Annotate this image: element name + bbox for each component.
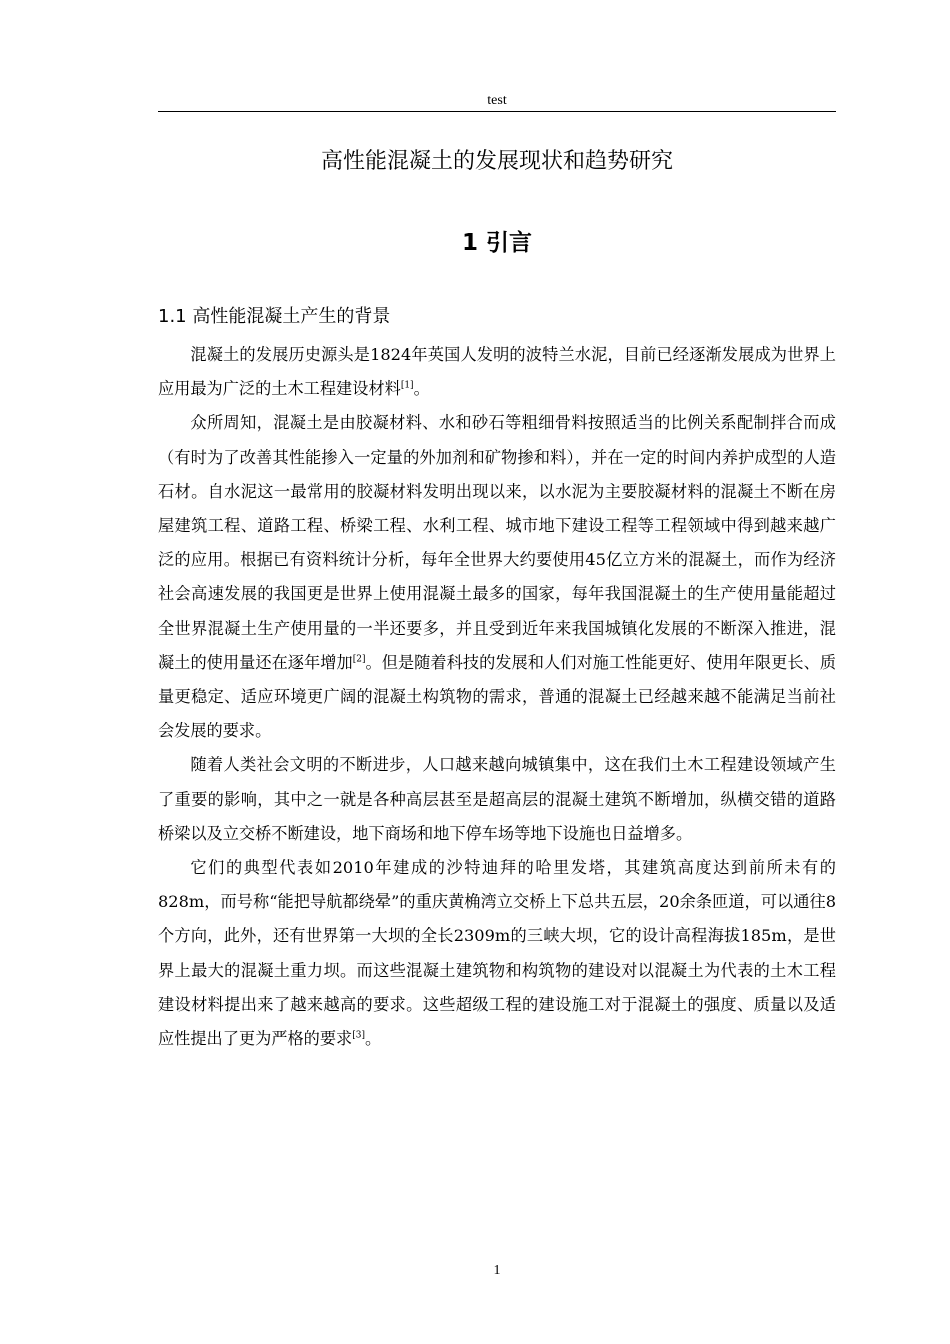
section-heading: 1.1 高性能混凝土产生的背景	[158, 306, 391, 327]
paragraph-text: 它们的典型代表如2010年建成的沙特迪拜的哈里发塔，其建筑高度达到前所未有的828m，而号称“能把导航都绕晕”的重庆黄桷湾立交桥上下总共五层，20余条匝道，可以通往8个方向，此外，还有世界第一大坝的全长2309m的三峡大坝，它的设计高程海拔185m，是世界上最大的混凝土重力坝。而这些混凝土建筑物和构筑物的建设对以混凝土为代表的土木工程建设材料提出来了越来越高的要求。这些超级工程的建设施工对于混凝土的强度、质量以及适应性提出了更为严格的要求	[158, 858, 836, 1049]
paragraph-text: 众所周知，混凝土是由胶凝材料、水和砂石等粗细骨料按照适当的比例关系配制拌合而成（有时为了改善其性能掺入一定量的外加剂和矿物掺和料），并在一定的时间内养护成型的人造石材。自水泥这一最常用的胶凝材料发明出现以来，以水泥为主要胶凝材料的混凝土不断在房屋建筑工程、道路工程、桥梁工程、水利工程、城市地下建设工程等工程领域中得到越来越广泛的应用。根据已有资料统计分析，每年全世界大约要使用45亿立方米的混凝土，而作为经济社会高速发展的我国更是世界上使用混凝土最多的国家，每年我国混凝土的生产使用量能超过全世界混凝土生产使用量的一半还要多，并且受到近年来我国城镇化发展的不断深入推进，混凝土的使用量还在逐年增加	[158, 413, 836, 672]
paragraph-text: 。	[413, 379, 430, 399]
citation-ref: [3]	[352, 1030, 365, 1041]
document-title: 高性能混凝土的发展现状和趋势研究	[320, 149, 673, 174]
paragraph-4	[158, 851, 836, 1056]
paragraph-1	[158, 338, 836, 406]
citation-ref: [1]	[400, 380, 414, 391]
paragraph-text: 随着人类社会文明的不断进步，人口越来越向城镇集中，这在我们土木工程建设领域产生了重要的影响，其中之一就是各种高层甚至是超高层的混凝土建筑不断增加，纵横交错的道路桥梁以及立交桥不断建设，地下商场和地下停车场等地下设施也日益增多。	[158, 755, 836, 843]
chapter-heading: 1 引言	[461, 230, 532, 256]
page-header: test	[487, 93, 507, 108]
paragraph-3	[158, 748, 836, 851]
paragraph-text: 。	[365, 1029, 382, 1049]
paragraph-text: 混凝土的发展历史源头是1824年英国人发明的波特兰水泥，目前已经逐渐发展成为世界上应用最为广泛的土木工程建设材料	[158, 345, 836, 399]
paragraph-text: 。但是随着科技的发展和人们对施工性能更好、使用年限更长、质量更稳定、适应环境更广阔的混凝土构筑物的需求，普通的混凝土已经越来越不能满足当前社会发展的要求。	[158, 652, 837, 741]
paragraph-2	[158, 406, 836, 748]
header-rule	[158, 111, 836, 112]
page-number: 1	[493, 1263, 501, 1278]
citation-ref: [2]	[352, 654, 366, 665]
body-text	[158, 338, 836, 1056]
